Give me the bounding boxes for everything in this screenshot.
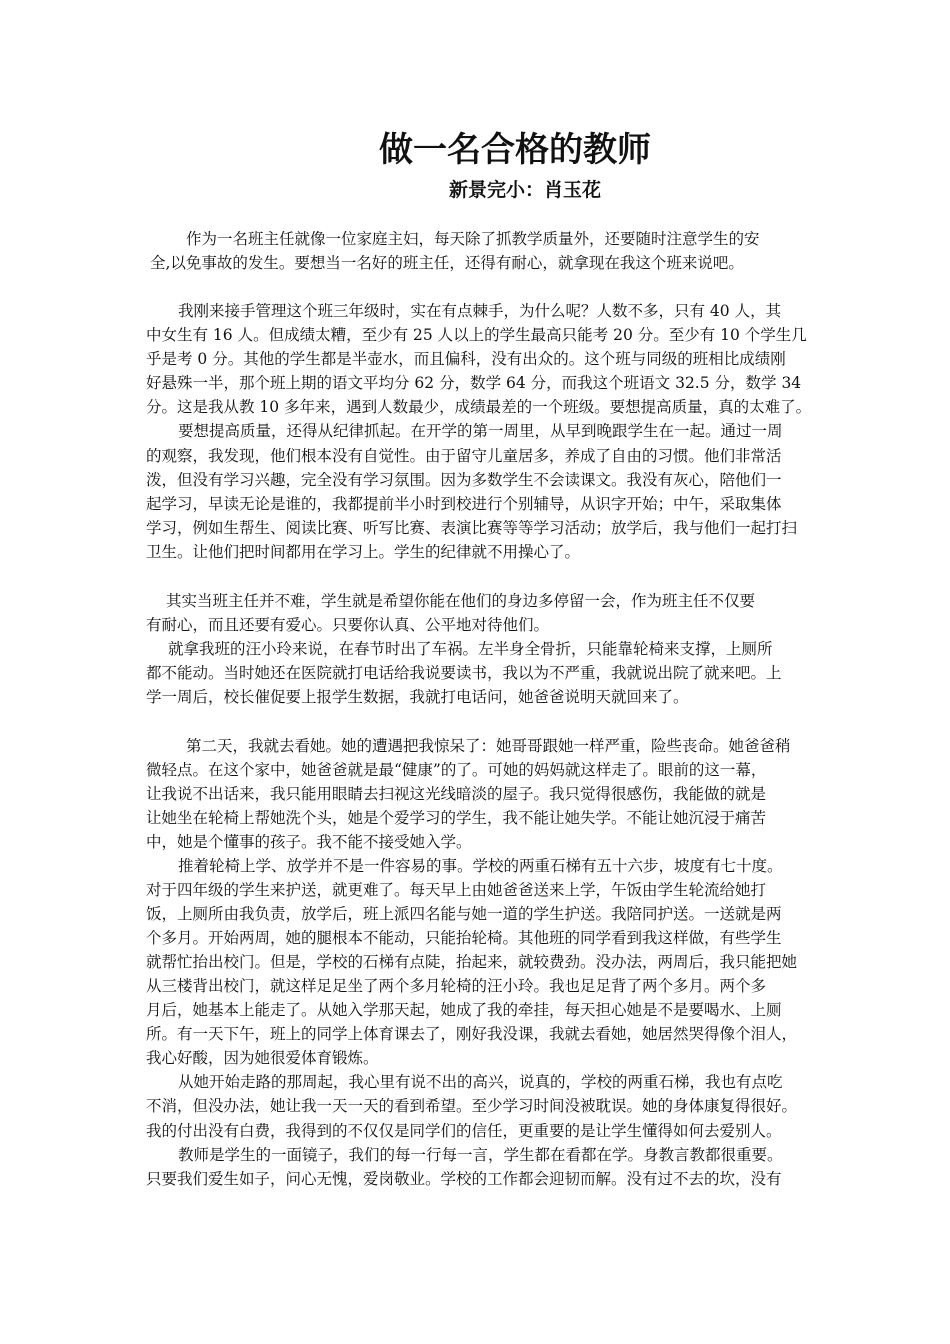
text-line: 饭，上厕所由我负责，放学后，班上派四名能与她一道的学生护送。我陪同护送。一送就是两 (146, 905, 782, 923)
text-line: 学一周后，校长催促要上报学生数据，我就打电话问，她爸爸说明天就回来了。 (146, 688, 689, 706)
text-line: 中女生有 16 人。但成绩太糟，至少有 25 人以上的学生最高只能考 20 分。至少有 10 个学生几 (146, 326, 807, 344)
author-line: 新景完小：肖玉花 (448, 179, 601, 201)
text-line: 从她开始走路的那周起，我心里有说不出的高兴，说真的，学校的两重石梯，我也有点吃 (178, 1073, 783, 1091)
text-line: 卫生。让他们把时间都用在学习上。学生的纪律就不用操心了。 (146, 543, 581, 561)
text-line: 泼，但没有学习兴趣，完全没有学习氛围。因为多数学生不会读课文。我没有灰心，陪他们一 (146, 471, 782, 489)
text-line: 从三楼背出校门，就这样足足坐了两个多月轮椅的汪小玲。我也足足背了两个多月。两个多 (146, 977, 767, 995)
text-line: 微轻点。在这个家中，她爸爸就是最“健康”的了。可她的妈妈就这样走了。眼前的这一幕， (146, 761, 767, 779)
page-title: 做一名合格的教师 (379, 130, 651, 170)
text-line: 就拿我班的汪小玲来说，在春节时出了车祸。左半身全骨折，只能靠轮椅来支撑，上厕所 (168, 640, 773, 658)
text-line: 我刚来接手管理这个班三年级时，实在有点棘手，为什么呢？人数不多，只有 40 人，其 (178, 302, 782, 320)
text-line: 其实当班主任并不难，学生就是希望你能在他们的身边多停留一会，作为班主任不仅要 (166, 592, 756, 610)
text-line: 有耐心，而且还要有爱心。只要你认真、公平地对待他们。 (146, 616, 550, 634)
text-line: 好悬殊一半，那个班上期的语文平均分 62 分，数学 64 分，而我这个班语文 32.5 分，数学 34 (146, 374, 802, 392)
text-line: 要想提高质量，还得从纪律抓起。在开学的第一周里，从早到晚跟学生在一起。通过一周 (178, 422, 783, 440)
text-line: 作为一名班主任就像一位家庭主妇，每天除了抓教学质量外，还要随时注意学生的安 (186, 230, 760, 248)
text-line: 第二天，我就去看她。她的遭遇把我惊呆了：她哥哥跟她一样严重，险些丧命。她爸爸稍 (186, 737, 791, 755)
text-line: 就帮忙抬出校门。但是，学校的石梯有点陡，抬起来，就较费劲。没办法，两周后，我只能把她 (146, 953, 798, 971)
text-line: 学习，例如生帮生、阅读比赛、听写比赛、表演比赛等等学习活动；放学后，我与他们一起打扫 (146, 519, 798, 537)
text-line: 不消，但没办法，她让我一天一天的看到希望。至少学习时间没被耽误。她的身体康复得很好。 (146, 1097, 798, 1115)
text-line: 分。这是我从教 10 多年来，遇到人数最少，成绩最差的一个班级。要想提高质量，真的太难了。 (146, 398, 812, 416)
text-line: 全,以免事故的发生。要想当一名好的班主任，还得有耐心，就拿现在我这个班来说吧。 (150, 254, 744, 272)
text-line: 让她坐在轮椅上帮她洗个头，她是个爱学习的学生，我不能让她失学。不能让她沉浸于痛苦 (146, 809, 767, 827)
text-line: 月后，她基本上能走了。从她入学那天起，她成了我的牵挂，每天担心她是不是要喝水、上厕 (146, 1001, 782, 1019)
text-line: 我心好酸，因为她很爱体育锻炼。 (146, 1049, 379, 1067)
text-line: 的观察，我发现，他们根本没有自觉性。由于留守儿童居多，养成了自由的习惯。他们非常活 (146, 447, 782, 465)
text-line: 对于四年级的学生来护送，就更难了。每天早上由她爸爸送来上学，午饭由学生轮流给她打 (146, 881, 767, 899)
text-line: 所。有一天下午，班上的同学上体育课去了，刚好我没课，我就去看她，她居然哭得像个泪人， (146, 1025, 798, 1043)
text-line: 起学习，早读无论是谁的，我都提前半小时到校进行个别辅导，从识字开始；中午，采取集体 (146, 495, 782, 513)
text-line: 只要我们爱生如子，问心无愧，爱岗敬业。学校的工作都会迎韧而解。没有过不去的坎，没有 (146, 1170, 782, 1188)
text-line: 推着轮椅上学、放学并不是一件容易的事。学校的两重石梯有五十六步，坡度有七十度。 (178, 857, 783, 875)
text-line: 乎是考 0 分。其他的学生都是半壶水，而且偏科，没有出众的。这个班与同级的班相比成绩刚 (146, 350, 786, 368)
text-line: 都不能动。当时她还在医院就打电话给我说要读书，我以为不严重，我就说出院了就来吧。上 (146, 664, 782, 682)
text-line: 个多月。开始两周，她的腿根本不能动，只能抬轮椅。其他班的同学看到我这样做，有些学生 (146, 929, 782, 947)
text-line: 教师是学生的一面镜子，我们的每一行每一言，学生都在看都在学。身教言教都很重要。 (178, 1146, 783, 1164)
text-line: 中，她是个懂事的孩子。我不能不接受她入学。 (146, 833, 472, 851)
text-line: 我的付出没有白费，我得到的不仅仅是同学们的信任，更重要的是让学生懂得如何去爱别人。 (146, 1122, 782, 1140)
text-line: 让我说不出话来，我只能用眼睛去扫视这光线暗淡的屋子。我只觉得很感伤，我能做的就是 (146, 785, 767, 803)
